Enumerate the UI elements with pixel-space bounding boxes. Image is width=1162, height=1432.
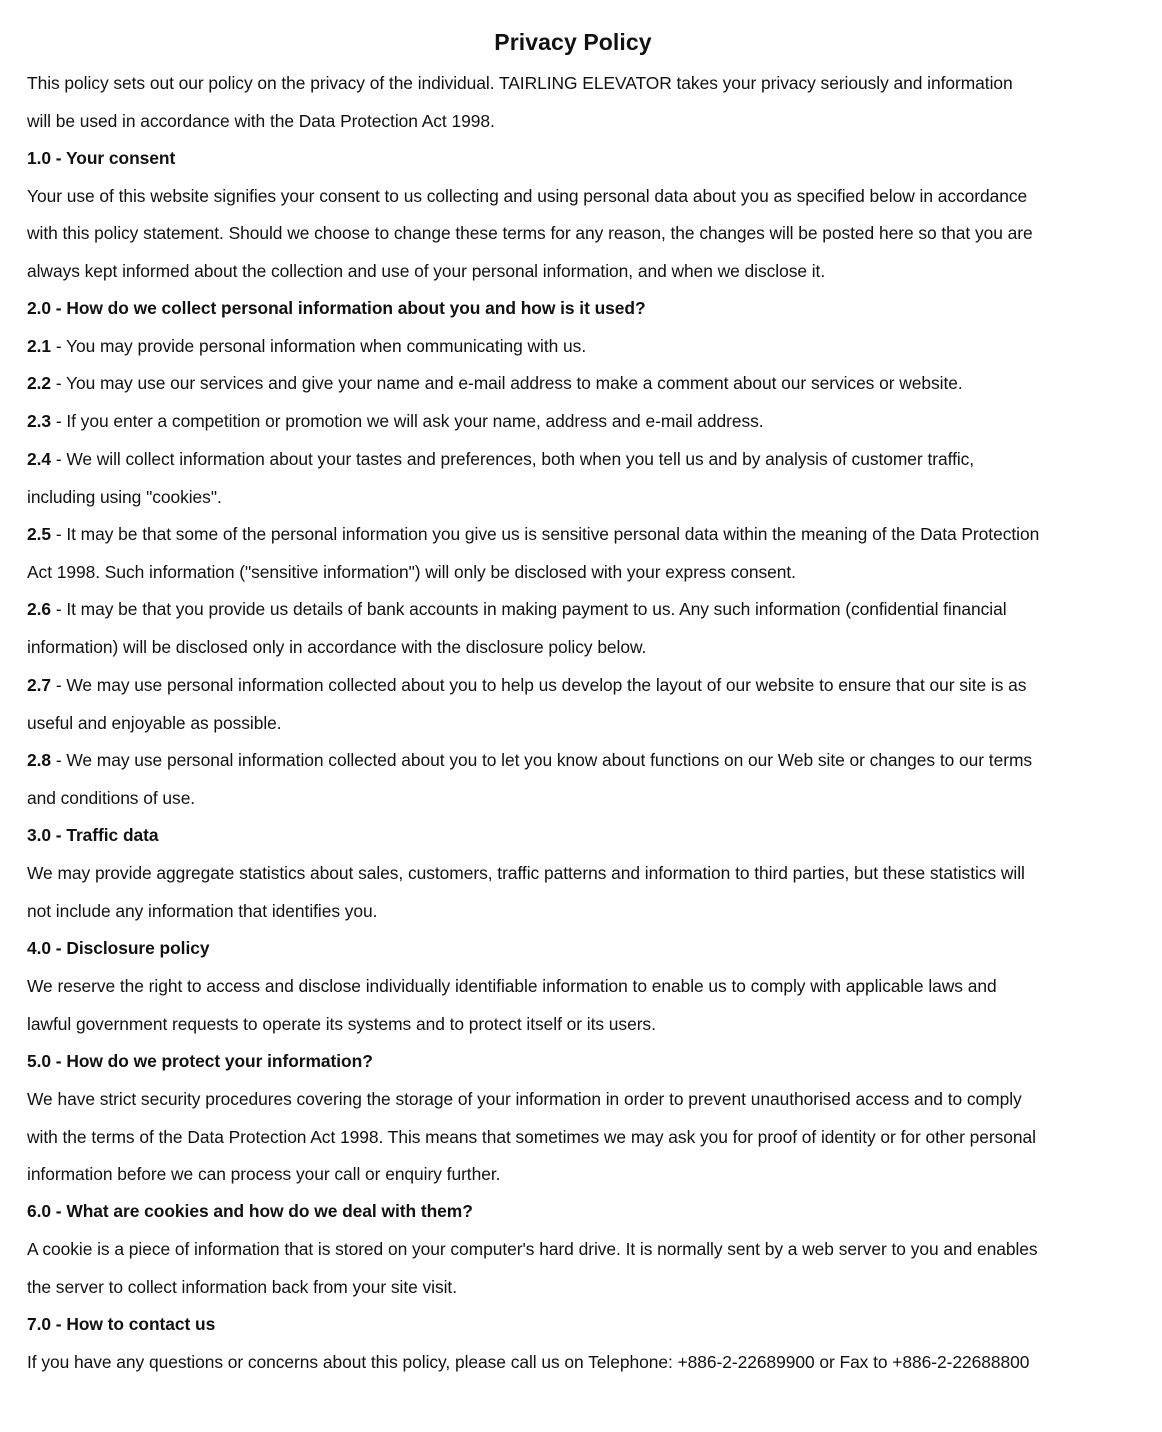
section-heading-disclosure: 4.0 - Disclosure policy — [27, 938, 210, 958]
section-text: always kept informed about the collection and use of your personal information, and when we disclose it. — [27, 261, 826, 281]
section-text: the server to collect information back from your site visit. — [27, 1277, 457, 1297]
section-heading-collect: 2.0 - How do we collect personal information about you and how is it used? — [27, 298, 646, 318]
section-heading-contact: 7.0 - How to contact us — [27, 1314, 216, 1334]
list-item-2-4 — [27, 448, 974, 470]
section-text: with this policy statement. Should we choose to change these terms for any reason, the changes will be posted here so that you are — [27, 223, 1033, 243]
item-text: - It may be that you provide us details of bank accounts in making payment to us. Any such information (confidential financial — [51, 599, 1007, 619]
section-text: with the terms of the Data Protection Act 1998. This means that sometimes we may ask you for proof of identity or for other personal — [27, 1127, 1036, 1147]
item-number: 2.3 — [27, 411, 52, 431]
section-text: We reserve the right to access and disclose individually identifiable information to enable us to comply with applicable laws and — [27, 976, 997, 996]
intro-line-2: will be used in accordance with the Data Protection Act 1998. — [27, 111, 495, 131]
section-text: information before we can process your call or enquiry further. — [27, 1164, 501, 1184]
section-heading-consent: 1.0 - Your consent — [27, 148, 176, 168]
list-item-2-6-cont: information) will be disclosed only in accordance with the disclosure policy below. — [27, 637, 647, 657]
item-number: 2.1 — [27, 336, 52, 356]
page-title: Privacy Policy — [494, 29, 652, 55]
section-text: Your use of this website signifies your consent to us collecting and using personal data about you as specified below in accordance — [27, 186, 1028, 206]
section-text: A cookie is a piece of information that is stored on your computer's hard drive. It is normally sent by a web server to you and enables — [27, 1239, 1038, 1259]
section-text: not include any information that identifies you. — [27, 901, 378, 921]
list-item-2-3 — [27, 410, 764, 432]
item-text: - You may provide personal information when communicating with us. — [51, 336, 587, 356]
list-item-2-5-cont: Act 1998. Such information ("sensitive information") will only be disclosed with your express consent. — [27, 562, 796, 582]
list-item-2-6 — [27, 598, 1007, 620]
list-item-2-4-cont: including using "cookies". — [27, 487, 222, 507]
section-heading-traffic: 3.0 - Traffic data — [27, 825, 159, 845]
item-number: 2.6 — [27, 599, 52, 619]
list-item-2-8 — [27, 749, 1032, 771]
item-text: - We will collect information about your tastes and preferences, both when you tell us and by analysis of customer traffic, — [51, 449, 975, 469]
item-number: 2.8 — [27, 750, 52, 770]
item-text: - We may use personal information collected about you to let you know about functions on our Web site or changes to our terms — [51, 750, 1033, 770]
item-text: - You may use our services and give your name and e-mail address to make a comment about our services or website. — [51, 373, 963, 393]
contact-text: If you have any questions or concerns about this policy, please call us on Telephone: +886-2-22689900 or Fax to +886-2-22688800 — [27, 1352, 1030, 1372]
list-item-2-8-cont: and conditions of use. — [27, 788, 196, 808]
item-number: 2.5 — [27, 524, 52, 544]
section-text: We may provide aggregate statistics about sales, customers, traffic patterns and information to third parties, but these statistics will — [27, 863, 1025, 883]
item-number: 2.2 — [27, 373, 52, 393]
list-item-2-7-cont: useful and enjoyable as possible. — [27, 713, 282, 733]
section-text: lawful government requests to operate its systems and to protect itself or its users. — [27, 1014, 656, 1034]
section-text: We have strict security procedures covering the storage of your information in order to prevent unauthorised access and to comply — [27, 1089, 1022, 1109]
item-text: - We may use personal information collected about you to help us develop the layout of our website to ensure that our site is as — [51, 675, 1027, 695]
list-item-2-5 — [27, 523, 1039, 545]
section-heading-cookies: 6.0 - What are cookies and how do we deal with them? — [27, 1201, 473, 1221]
item-text: - It may be that some of the personal information you give us is sensitive personal data within the meaning of the Data Protection — [51, 524, 1040, 544]
list-item-2-1 — [27, 335, 586, 357]
section-heading-protect: 5.0 - How do we protect your information? — [27, 1051, 373, 1071]
intro-line-1: This policy sets out our policy on the privacy of the individual. TAIRLING ELEVATOR takes your privacy seriously and information — [27, 73, 1013, 93]
list-item-2-2 — [27, 372, 963, 394]
list-item-2-7 — [27, 674, 1026, 696]
item-number: 2.4 — [27, 449, 52, 469]
item-number: 2.7 — [27, 675, 52, 695]
item-text: - If you enter a competition or promotion we will ask your name, address and e-mail address. — [51, 411, 764, 431]
